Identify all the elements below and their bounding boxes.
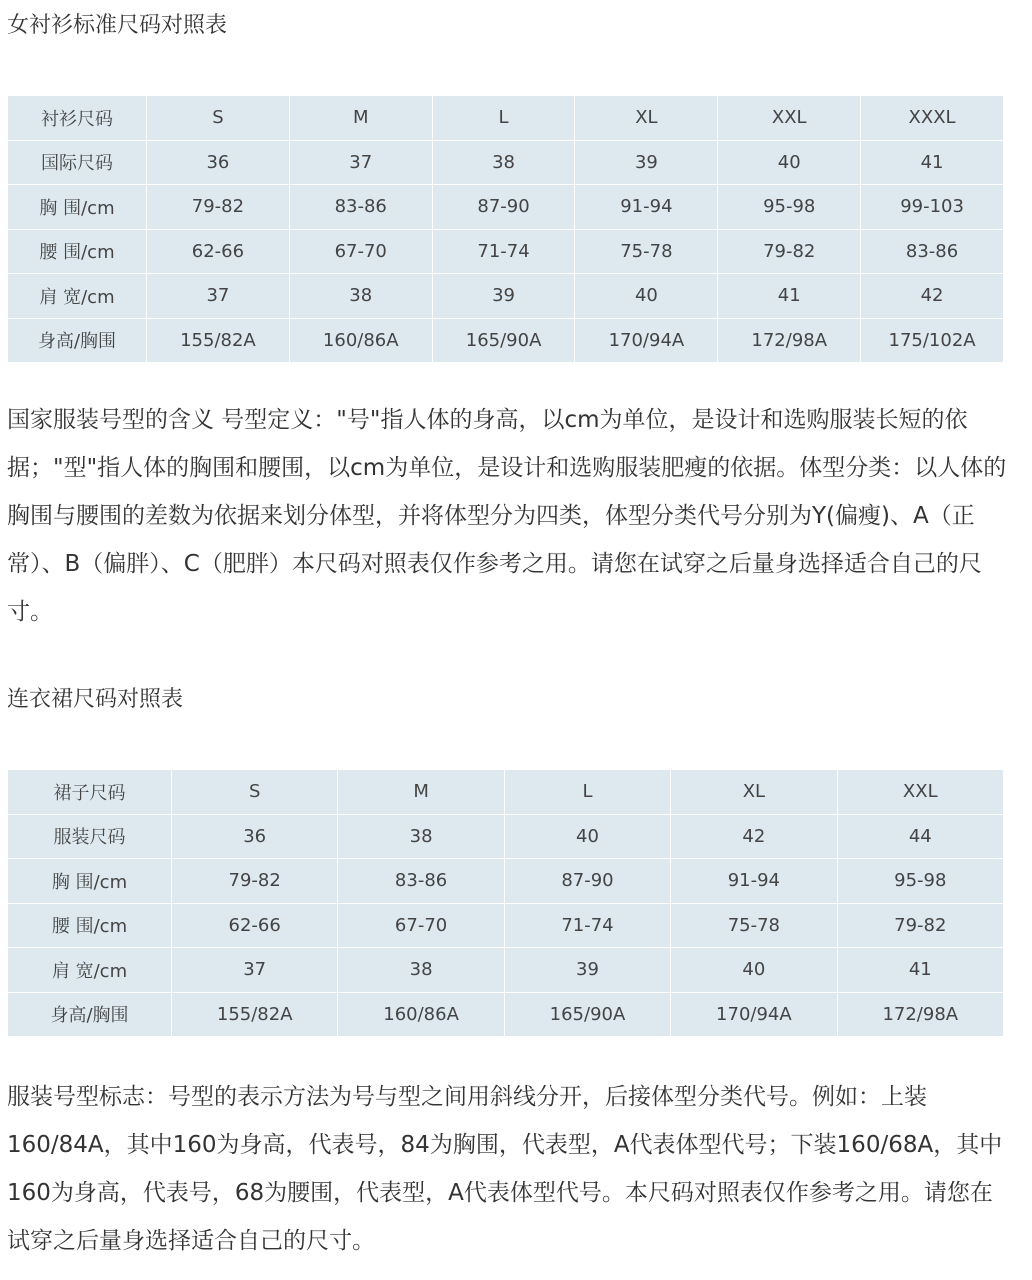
shirt-size-title: 女衬衫标准尺码对照表: [7, 13, 228, 38]
table-cell: 41: [861, 140, 1004, 185]
header-cell: L: [432, 96, 575, 140]
table-cell: 42: [671, 814, 837, 859]
table-cell: 79-82: [147, 185, 290, 230]
row-label: 服装尺码: [8, 814, 172, 859]
table-row: [8, 903, 1004, 948]
table-cell: 175/102A: [861, 318, 1004, 363]
table-cell: 44: [837, 814, 1003, 859]
table-cell: 37: [289, 140, 432, 185]
table-cell: 79-82: [837, 903, 1003, 948]
table-row: [8, 992, 1004, 1037]
table-cell: 62-66: [172, 903, 338, 948]
table-cell: 39: [504, 948, 670, 993]
table-header-row: [8, 96, 1004, 140]
table-cell: 165/90A: [432, 318, 575, 363]
row-label: 身高/胸围: [8, 992, 172, 1037]
header-cell: XL: [575, 96, 718, 140]
table-cell: 160/86A: [289, 318, 432, 363]
table-cell: 40: [504, 814, 670, 859]
header-cell: XXL: [718, 96, 861, 140]
table-cell: 95-98: [837, 859, 1003, 904]
header-cell: S: [172, 770, 338, 814]
table-row: [8, 859, 1004, 904]
table-cell: 62-66: [147, 229, 290, 274]
table-cell: 42: [861, 274, 1004, 319]
table-cell: 37: [147, 274, 290, 319]
table-cell: 155/82A: [147, 318, 290, 363]
table-row: [8, 274, 1004, 319]
row-label: 肩 宽/cm: [8, 948, 172, 993]
table-cell: 83-86: [338, 859, 504, 904]
table-cell: 41: [718, 274, 861, 319]
table-cell: 39: [575, 140, 718, 185]
table-cell: 67-70: [289, 229, 432, 274]
row-label: 国际尺码: [8, 140, 147, 185]
row-label: 身高/胸围: [8, 318, 147, 363]
table-row: [8, 318, 1004, 363]
shirt-size-note: 国家服装号型的含义 号型定义："号"指人体的身高，以cm为单位，是设计和选购服装长短的依据；"型"指人体的胸围和腰围，以cm为单位，是设计和选购服装肥瘦的依据。体型分类：以人体的胸围与腰围的差数为依据来划分体型，并将体型分为四类，体型分类代号分别为Y(偏瘦)、A（正常）、B（偏胖）、C（肥胖）本尺码对照表仅作参考之用。请您在试穿之后量身选择适合自己的尺寸。: [7, 407, 1007, 625]
table-cell: 87-90: [432, 185, 575, 230]
table-cell: 79-82: [172, 859, 338, 904]
table-row: [8, 229, 1004, 274]
header-cell: 裙子尺码: [8, 770, 172, 814]
header-cell: XL: [671, 770, 837, 814]
table-cell: 170/94A: [671, 992, 837, 1037]
table-cell: 83-86: [861, 229, 1004, 274]
table-cell: 71-74: [432, 229, 575, 274]
dress-size-table: [7, 770, 1004, 1037]
table-cell: 40: [718, 140, 861, 185]
table-cell: 40: [671, 948, 837, 993]
table-cell: 75-78: [671, 903, 837, 948]
table-cell: 165/90A: [504, 992, 670, 1037]
table-row: [8, 185, 1004, 230]
table-cell: 91-94: [671, 859, 837, 904]
table-cell: 155/82A: [172, 992, 338, 1037]
table-cell: 170/94A: [575, 318, 718, 363]
table-cell: 38: [338, 814, 504, 859]
table-row: [8, 140, 1004, 185]
table-cell: 83-86: [289, 185, 432, 230]
table-cell: 71-74: [504, 903, 670, 948]
dress-size-title: 连衣裙尺码对照表: [7, 687, 184, 712]
table-cell: 91-94: [575, 185, 718, 230]
row-label: 胸 围/cm: [8, 185, 147, 230]
table-cell: 40: [575, 274, 718, 319]
table-cell: 160/86A: [338, 992, 504, 1037]
table-row: [8, 814, 1004, 859]
header-cell: 衬衫尺码: [8, 96, 147, 140]
table-header-row: [8, 770, 1004, 814]
table-cell: 99-103: [861, 185, 1004, 230]
header-cell: XXL: [837, 770, 1003, 814]
table-cell: 87-90: [504, 859, 670, 904]
header-cell: M: [289, 96, 432, 140]
header-cell: L: [504, 770, 670, 814]
row-label: 肩 宽/cm: [8, 274, 147, 319]
table-cell: 79-82: [718, 229, 861, 274]
table-cell: 172/98A: [837, 992, 1003, 1037]
header-cell: S: [147, 96, 290, 140]
header-cell: XXXL: [861, 96, 1004, 140]
table-row: [8, 948, 1004, 993]
header-cell: M: [338, 770, 504, 814]
dress-size-note: 服装号型标志：号型的表示方法为号与型之间用斜线分开，后接体型分类代号。例如：上装160/84A，其中160为身高，代表号，84为胸围，代表型，A代表体型代号；下装160/68A，其中160为身高，代表号，68为腰围，代表型，A代表体型代号。本尺码对照表仅作参考之用。请您在试穿之后量身选择适合自己的尺寸。: [7, 1084, 1003, 1254]
row-label: 腰 围/cm: [8, 903, 172, 948]
shirt-size-table: [7, 96, 1004, 363]
table-cell: 95-98: [718, 185, 861, 230]
table-cell: 38: [338, 948, 504, 993]
row-label: 腰 围/cm: [8, 229, 147, 274]
table-cell: 172/98A: [718, 318, 861, 363]
table-cell: 37: [172, 948, 338, 993]
table-cell: 39: [432, 274, 575, 319]
table-cell: 36: [172, 814, 338, 859]
table-cell: 38: [289, 274, 432, 319]
table-cell: 38: [432, 140, 575, 185]
table-cell: 36: [147, 140, 290, 185]
table-cell: 41: [837, 948, 1003, 993]
table-cell: 67-70: [338, 903, 504, 948]
row-label: 胸 围/cm: [8, 859, 172, 904]
table-cell: 75-78: [575, 229, 718, 274]
